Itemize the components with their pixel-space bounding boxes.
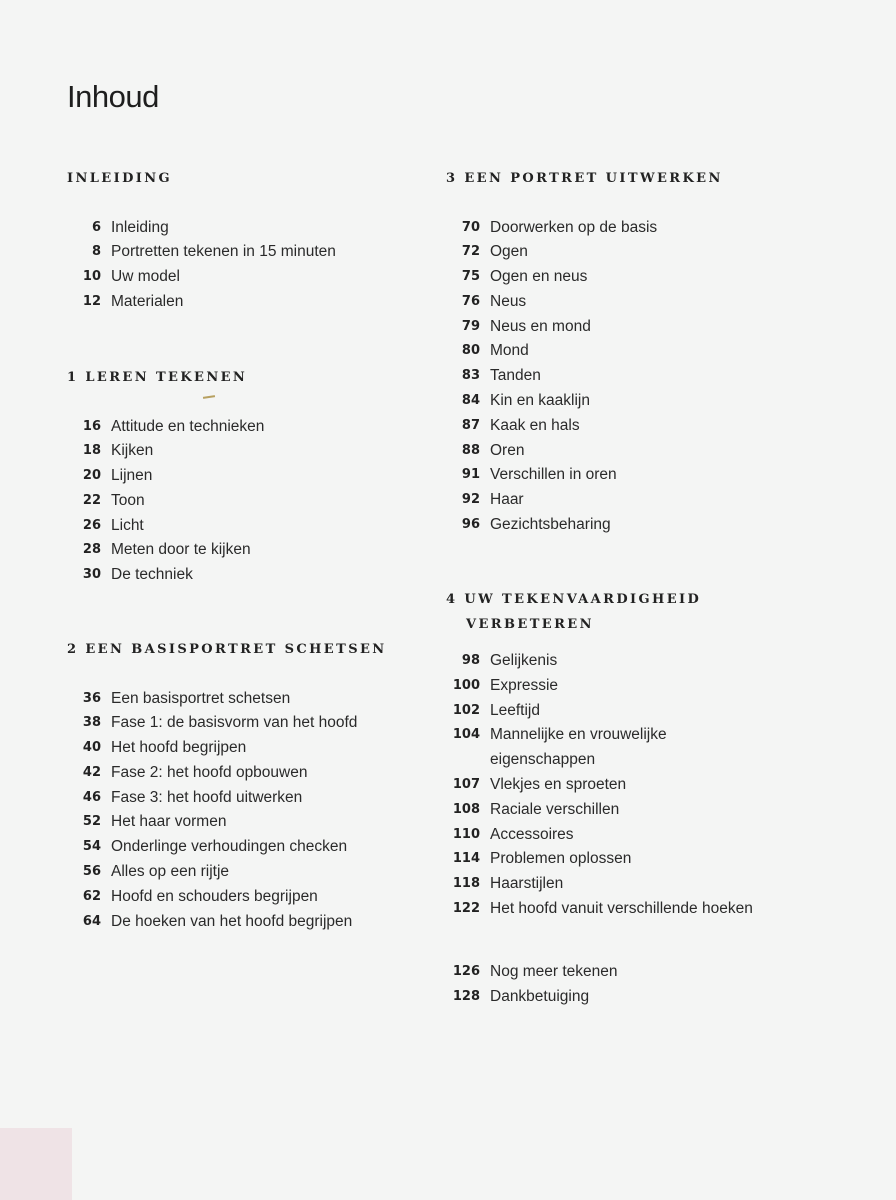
entry-list — [446, 960, 846, 1010]
page-number: 102 — [452, 702, 480, 718]
entry-list — [446, 216, 846, 538]
toc-entry[interactable] — [446, 339, 846, 364]
page-number: 100 — [452, 677, 480, 693]
page-number: 30 — [82, 567, 101, 583]
toc-entry[interactable] — [67, 711, 467, 736]
section-heading: INLEIDING — [67, 171, 173, 186]
toc-entry[interactable] — [446, 439, 846, 464]
entry-title: De techniek — [111, 566, 193, 584]
toc-entry[interactable] — [67, 538, 467, 563]
page-number: 75 — [461, 269, 480, 285]
entry-title: Haarstijlen — [490, 875, 564, 893]
page-number: 110 — [452, 826, 480, 842]
toc-entry[interactable] — [67, 885, 467, 910]
entry-title: Accessoires — [490, 825, 574, 843]
toc-entry[interactable] — [67, 216, 467, 241]
entry-title: Kin en kaaklijn — [490, 392, 590, 410]
page-number: 42 — [82, 764, 101, 780]
toc-entry[interactable] — [446, 723, 846, 773]
entry-title: Materialen — [111, 292, 184, 310]
toc-entry[interactable] — [67, 290, 467, 315]
toc-entry[interactable] — [446, 290, 846, 315]
entry-list — [67, 415, 467, 589]
entry-title: Neus — [490, 292, 527, 310]
page-number: 107 — [452, 776, 480, 792]
page-number: 40 — [82, 740, 101, 756]
section-leren-tekenen — [67, 366, 467, 588]
entry-title: Gelijkenis — [490, 652, 558, 669]
page-number: 18 — [82, 443, 101, 459]
entry-title: Raciale verschillen — [490, 800, 620, 818]
entry-title: Inleiding — [111, 218, 169, 236]
toc-entry[interactable] — [67, 563, 467, 588]
entry-title: Een basisportret schetsen — [111, 689, 291, 707]
toc-entry[interactable] — [446, 240, 846, 265]
page-number: 88 — [461, 442, 480, 458]
entry-title: Fase 1: de basisvorm van het hoofd — [111, 714, 358, 732]
toc-entry[interactable] — [446, 265, 846, 290]
page-number: 22 — [82, 492, 101, 508]
entry-list — [446, 649, 846, 922]
page-number: 64 — [82, 913, 101, 929]
entry-title: Dankbetuiging — [490, 987, 590, 1005]
toc-entry[interactable] — [446, 463, 846, 488]
section-closing — [446, 960, 846, 1010]
section-tekenvaardigheid — [446, 588, 846, 922]
page-number: 8 — [91, 244, 101, 260]
entry-title: Onderlinge verhoudingen checken — [111, 838, 348, 856]
entry-title: Ogen — [490, 243, 528, 261]
entry-title: Attitude en technieken — [111, 417, 265, 435]
toc-entry[interactable] — [446, 216, 846, 241]
page-number: 62 — [82, 888, 101, 904]
page-number: 126 — [452, 964, 480, 979]
page-number: 84 — [461, 393, 480, 409]
page-number: 16 — [82, 418, 101, 434]
page-number: 52 — [82, 814, 101, 830]
page-number: 38 — [82, 715, 101, 731]
toc-entry[interactable] — [67, 761, 467, 786]
entry-title: Doorwerken op de basis — [490, 218, 658, 236]
toc-entry[interactable] — [67, 835, 467, 860]
entry-title: Haar — [490, 491, 524, 509]
toc-entry[interactable] — [67, 464, 467, 489]
section-heading — [446, 588, 846, 637]
page-number: 92 — [461, 492, 480, 508]
page-number: 80 — [461, 343, 480, 359]
toc-entry[interactable] — [446, 847, 846, 872]
entry-title: Gezichtsbeharing — [490, 516, 611, 534]
toc-entry[interactable] — [446, 699, 846, 724]
toc-entry[interactable] — [446, 798, 846, 823]
page-number: 91 — [461, 467, 480, 483]
section-heading: 2 EEN BASISPORTRET SCHETSEN — [67, 642, 387, 657]
toc-entry[interactable] — [446, 823, 846, 848]
entry-title: Leeftijd — [490, 701, 540, 719]
page-number: 56 — [82, 864, 101, 880]
section-heading-line1: 4 UW TEKENVAARDIGHEID — [446, 592, 702, 607]
entry-title: Hoofd en schouders begrijpen — [111, 887, 318, 905]
toc-entry[interactable] — [446, 897, 846, 922]
toc-entry[interactable] — [67, 514, 467, 539]
entry-title: Tanden — [490, 367, 541, 385]
page-number: 118 — [452, 876, 480, 892]
page-number: 128 — [452, 988, 480, 1004]
entry-title: Toon — [111, 491, 145, 509]
toc-entry[interactable] — [67, 786, 467, 811]
toc-entry[interactable] — [67, 439, 467, 464]
page-number: 26 — [82, 517, 101, 533]
toc-entry[interactable] — [67, 810, 467, 835]
section-inleiding — [67, 167, 467, 315]
page-number: 122 — [452, 900, 480, 916]
page-number: 104 — [452, 727, 480, 743]
entry-title: Licht — [111, 516, 144, 534]
toc-entry[interactable] — [446, 488, 846, 513]
section-heading-line2: VERBETEREN — [466, 616, 594, 632]
toc-entry[interactable] — [446, 513, 846, 538]
page-title: Inhoud — [67, 78, 159, 114]
entry-list — [67, 216, 467, 315]
page-number: 98 — [461, 653, 480, 668]
entry-title: Portretten tekenen in 15 minuten — [111, 243, 336, 261]
section-heading: 1 LEREN TEKENEN — [67, 370, 248, 385]
toc-entry[interactable] — [446, 872, 846, 897]
toc-entry[interactable] — [67, 736, 467, 761]
entry-title: Het hoofd begrijpen — [111, 739, 247, 757]
toc-entry[interactable] — [446, 773, 846, 798]
entry-title: Expressie — [490, 676, 559, 694]
page-number: 76 — [461, 293, 480, 309]
page-corner-mark — [0, 1128, 72, 1200]
page-number: 108 — [452, 801, 480, 817]
entry-title: Vlekjes en sproeten — [490, 775, 627, 793]
toc-entry[interactable] — [446, 414, 846, 439]
toc-entry[interactable] — [446, 985, 846, 1010]
toc-entry[interactable] — [67, 687, 467, 712]
toc-entry[interactable] — [67, 489, 467, 514]
toc-entry[interactable] — [67, 415, 467, 440]
section-portret-uitwerken — [446, 167, 846, 538]
page-number: 72 — [461, 244, 480, 260]
toc-entry[interactable] — [446, 649, 846, 674]
toc-entry[interactable] — [67, 265, 467, 290]
entry-title: Neus en mond — [490, 317, 591, 335]
entry-title: Meten door te kijken — [111, 541, 251, 559]
section-heading: 3 EEN PORTRET UITWERKEN — [446, 171, 723, 186]
entry-title: Verschillen in oren — [490, 466, 617, 484]
entry-title: De hoeken van het hoofd begrijpen — [111, 912, 353, 930]
toc-entry[interactable] — [446, 960, 846, 985]
section-basisportret — [67, 638, 467, 934]
page-number: 79 — [461, 318, 480, 334]
page-number: 10 — [82, 269, 101, 285]
entry-title: Alles op een rijtje — [111, 863, 230, 881]
entry-list — [67, 687, 467, 935]
entry-title: Kijken — [111, 442, 154, 460]
entry-title: Problemen oplossen — [490, 850, 632, 868]
entry-title: Oren — [490, 441, 525, 459]
page-number: 70 — [461, 219, 480, 235]
page-number: 83 — [461, 368, 480, 384]
entry-title: Ogen en neus — [490, 268, 588, 286]
entry-title: Fase 3: het hoofd uitwerken — [111, 788, 303, 806]
page-number: 20 — [82, 468, 101, 484]
page-number: 87 — [461, 417, 480, 433]
toc-entry[interactable] — [67, 910, 467, 935]
entry-title: Nog meer tekenen — [490, 963, 618, 980]
entry-title: Het hoofd vanuit verschillende hoeken — [490, 899, 753, 917]
entry-title: Fase 2: het hoofd opbouwen — [111, 763, 308, 781]
entry-title: Het haar vormen — [111, 813, 227, 831]
page-number: 6 — [91, 219, 101, 235]
page-number: 46 — [82, 789, 101, 805]
toc-entry[interactable] — [446, 315, 846, 340]
toc-entry[interactable] — [67, 240, 467, 265]
entry-title: Lijnen — [111, 467, 153, 485]
toc-entry[interactable] — [446, 389, 846, 414]
toc-entry[interactable] — [67, 860, 467, 885]
page-number: 96 — [461, 517, 480, 533]
entry-title: Mond — [490, 342, 529, 360]
page-number: 28 — [82, 542, 101, 558]
entry-title: Uw model — [111, 268, 180, 286]
page-number: 114 — [452, 851, 480, 867]
page-number: 12 — [82, 293, 101, 309]
entry-title: Kaak en hals — [490, 416, 580, 434]
page-number: 36 — [82, 690, 101, 706]
page-number: 54 — [82, 839, 101, 855]
entry-title: Mannelijke en vrouwelijke eigenschappen — [490, 726, 667, 769]
toc-entry[interactable] — [446, 364, 846, 389]
toc-entry[interactable] — [446, 674, 846, 699]
